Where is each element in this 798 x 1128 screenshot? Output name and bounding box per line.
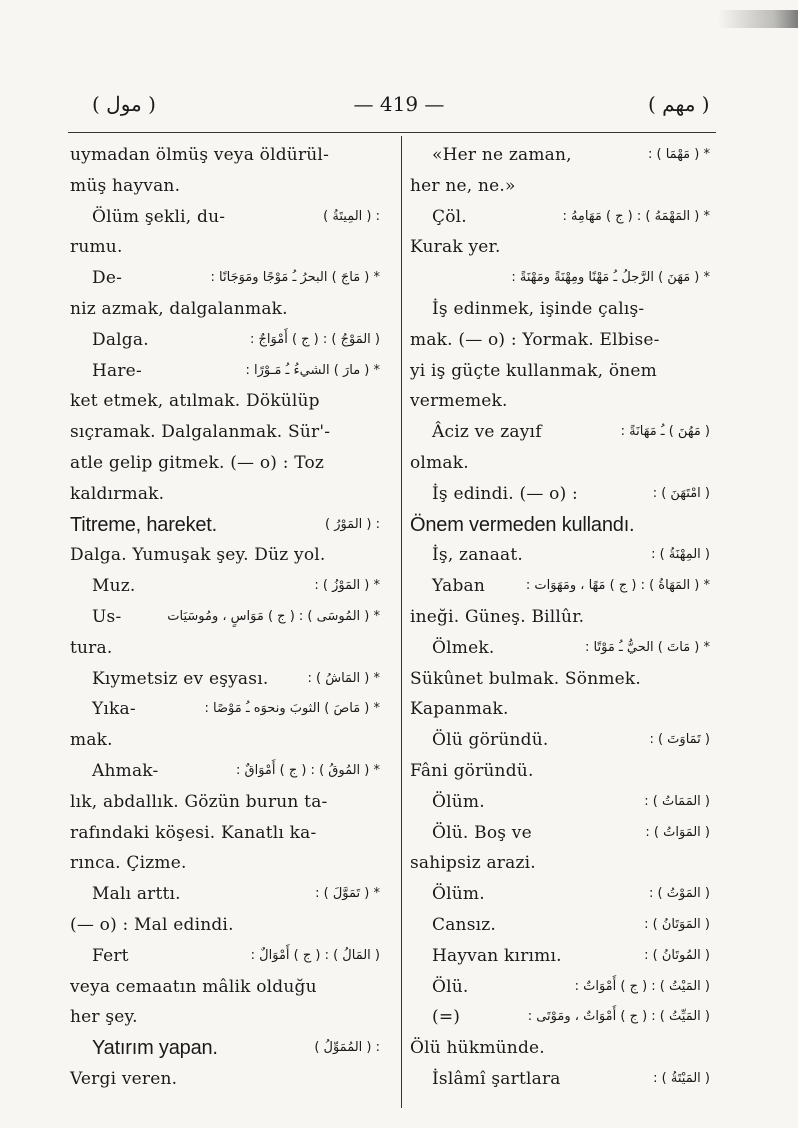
arabic-headword: ( المَمَاتُ ) : [644, 793, 710, 809]
turkish-text: mak. (— o) : Yormak. Elbise- [410, 329, 660, 350]
entry-line [410, 479, 710, 510]
entry-line [410, 910, 710, 941]
entry-line [410, 294, 710, 325]
header-divider [68, 132, 716, 133]
entry-line [410, 1064, 710, 1095]
arabic-headword: ( المَيْتُ ) : ( ج ) أَمْوَاتٌ : [574, 978, 710, 994]
entry-line [70, 972, 380, 1003]
arabic-headword: : ( المَوْرُ ) [324, 516, 380, 532]
entry-line [410, 171, 710, 202]
right-column [410, 140, 710, 1095]
turkish-text: olmak. [410, 452, 469, 473]
entry-line [410, 818, 710, 849]
entry-line [410, 787, 710, 818]
entry-line [70, 910, 380, 941]
entry-line [70, 787, 380, 818]
arabic-headword: ( المَوْجُ ) : ( ج ) أَمْوَاجٌ : [250, 331, 380, 347]
turkish-text: Âciz ve zayıf [432, 422, 542, 443]
arabic-headword: * ( المُوسَى ) : ( ج ) مَوَاسٍ ، ومُوسَيَات [167, 608, 380, 624]
turkish-text: Sükûnet bulmak. Sönmek. [410, 668, 642, 689]
turkish-text: «Her ne zaman, [432, 145, 572, 165]
entry-line [70, 263, 380, 294]
arabic-headword: ( المِهْنَةُ ) : [651, 547, 710, 563]
entry-line [70, 694, 380, 725]
turkish-text: vermemek. [410, 391, 508, 412]
turkish-text: Ölüm. [432, 884, 485, 905]
entry-line [410, 1033, 710, 1064]
entry-line [70, 571, 380, 602]
entry-line [410, 417, 710, 448]
turkish-text: Us- [92, 606, 122, 627]
arabic-headword: ( المَيْتَةُ ) : [653, 1070, 710, 1086]
arabic-headword: * ( مَهَنَ ) الرَّجلُ ـُ مَهْنًا ومِهْنَةً ومَهْنَةً : [511, 270, 710, 286]
turkish-text: Kapanmak. [410, 699, 509, 720]
entry-line [410, 694, 710, 725]
entry-line [410, 263, 710, 294]
entry-line [410, 602, 710, 633]
turkish-text: sahipsiz arazi. [410, 853, 536, 874]
entry-line [70, 540, 380, 571]
turkish-text: lık, abdallık. Gözün burun ta- [70, 791, 328, 812]
turkish-text: Yaban [432, 576, 486, 597]
turkish-text: Dalga. [92, 329, 149, 350]
turkish-text: Dalga. Yumuşak şey. Düz yol. [70, 545, 326, 566]
arabic-headword: * ( مَاصَ ) الثوبَ ونحوَه ـُ مَوْصًا : [204, 701, 380, 717]
turkish-text: Ölüm. [432, 791, 485, 812]
arabic-headword: * ( المَهَاةُ ) : ( ج ) مَهًا ، ومَهَوَات : [525, 578, 710, 594]
arabic-headword: * ( مَاجَ ) البحرُ ـُ مَوْجًا ومَوَجَانًا : [210, 270, 380, 286]
turkish-text: ineği. Güneş. Billûr. [410, 606, 585, 627]
arabic-headword: ( مَهُنَ ) ـُ مَهَانَةً : [620, 424, 710, 440]
arabic-headword: * ( المَهْمَهُ ) : ( ج ) مَهَامِهُ : [562, 208, 710, 224]
arabic-headword: ( المَيِّتُ ) : ( ج ) أَمْوَاتٌ ، ومَوْتَى : [527, 1009, 710, 1025]
turkish-text: (— o) : Mal edindi. [70, 914, 234, 935]
entry-line [70, 756, 380, 787]
turkish-text: Hayvan kırımı. [432, 945, 562, 966]
turkish-text: Yatırım yapan. [92, 1037, 218, 1060]
scan-corner-shadow [718, 10, 798, 28]
turkish-text: her ne, ne.» [410, 175, 516, 196]
entry-line [410, 140, 710, 171]
arabic-headword: ( المُوتَانُ ) : [644, 947, 710, 963]
turkish-text: Önem vermeden kullandı. [410, 513, 635, 536]
turkish-text: (=) [432, 1007, 461, 1028]
turkish-text: Ölmek. [432, 637, 495, 658]
turkish-text: Fâni göründü. [410, 760, 534, 781]
header-right-guide-word: ( مهم ) [648, 92, 710, 116]
arabic-headword: ( امْتَهَنَ ) : [652, 485, 710, 501]
turkish-text: rumu. [70, 237, 123, 258]
entry-line [410, 725, 710, 756]
entry-line [70, 602, 380, 633]
arabic-headword: : ( المُمَوِّلُ ) [314, 1040, 380, 1056]
entry-line [70, 725, 380, 756]
turkish-text: rınca. Çizme. [70, 853, 187, 874]
entry-line [70, 294, 380, 325]
turkish-text: atle gelip gitmek. (— o) : Toz [70, 452, 325, 473]
turkish-text: Ölüm şekli, du- [92, 206, 226, 227]
turkish-text: Ölü göründü. [432, 730, 549, 751]
entry-line [70, 879, 380, 910]
turkish-text: Kurak yer. [410, 237, 501, 258]
entry-line [70, 1033, 380, 1064]
turkish-text: Ahmak- [92, 760, 159, 781]
entry-line [70, 848, 380, 879]
entry-line [410, 202, 710, 233]
entry-line [410, 848, 710, 879]
arabic-headword: * ( المَاشُ ) : [307, 670, 380, 686]
turkish-text: sıçramak. Dalgalanmak. Sür'- [70, 422, 331, 443]
turkish-text: tura. [70, 637, 113, 658]
left-column [70, 140, 380, 1095]
turkish-text: İş edinmek, işinde çalış- [432, 298, 645, 319]
column-divider [401, 136, 402, 1108]
turkish-text: Titreme, hareket. [70, 513, 218, 536]
page-number: — 419 — [353, 92, 445, 116]
entry-line [410, 356, 710, 387]
arabic-headword: ( المَالُ ) : ( ج ) أَمْوَالٌ : [250, 947, 380, 963]
entry-line [70, 202, 380, 233]
turkish-text: İş edindi. (— o) : [432, 483, 578, 504]
entry-line [70, 1002, 380, 1033]
turkish-text: Fert [92, 945, 129, 966]
entry-line [70, 633, 380, 664]
turkish-text: Çöl. [432, 206, 467, 227]
arabic-headword: * ( مَاتَ ) الحيُّ ـُ مَوْتًا : [585, 639, 710, 655]
entry-line [70, 232, 380, 263]
turkish-text: ket etmek, atılmak. Dökülüp [70, 391, 320, 412]
entry-line [410, 972, 710, 1003]
entry-line [410, 571, 710, 602]
entry-line [410, 386, 710, 417]
turkish-text: İş, zanaat. [432, 545, 523, 566]
entry-line [70, 386, 380, 417]
turkish-text: mak. [70, 730, 113, 751]
header-left-guide-word: ( مول ) [92, 92, 156, 116]
turkish-text: İslâmî şartlara [432, 1068, 561, 1089]
entry-line [410, 232, 710, 263]
turkish-text: her şey. [70, 1007, 138, 1028]
arabic-headword: ( المَوَاتُ ) : [645, 824, 710, 840]
entry-line [410, 664, 710, 695]
entry-line [70, 664, 380, 695]
turkish-text: Muz. [92, 576, 136, 597]
arabic-headword: ( المَوَتَانُ ) : [644, 916, 710, 932]
arabic-headword: * ( مَهْمَا ) : [648, 147, 710, 162]
entry-line [70, 140, 380, 171]
turkish-text: yi iş güçte kullanmak, önem [410, 360, 657, 381]
turkish-text: müş hayvan. [70, 175, 181, 196]
turkish-text: Cansız. [432, 914, 497, 935]
entry-line [410, 756, 710, 787]
turkish-text: Ölü. Boş ve [432, 822, 532, 843]
entry-line [70, 818, 380, 849]
arabic-headword: : ( المِيتَةُ ) [323, 208, 380, 224]
turkish-text: Malı arttı. [92, 884, 181, 905]
turkish-text: Yıka- [92, 699, 136, 720]
turkish-text: Ölü hükmünde. [410, 1038, 545, 1059]
entry-line [410, 879, 710, 910]
arabic-headword: ( المَوْتُ ) : [649, 886, 710, 902]
entry-line [70, 510, 380, 541]
turkish-text: Kıymetsiz ev eşyası. [92, 668, 269, 689]
turkish-text: niz azmak, dalgalanmak. [70, 298, 288, 319]
entry-line [70, 417, 380, 448]
arabic-headword: * ( مارَ ) الشيءُ ـُ مَـوْرًا : [245, 362, 380, 378]
turkish-text: Hare- [92, 360, 142, 381]
turkish-text: Vergi veren. [70, 1068, 178, 1089]
entry-line [70, 941, 380, 972]
entry-line [410, 1002, 710, 1033]
entry-line [410, 941, 710, 972]
entry-line [410, 448, 710, 479]
turkish-text: kaldırmak. [70, 483, 165, 504]
entry-line [410, 540, 710, 571]
turkish-text: uymadan ölmüş veya öldürül- [70, 145, 330, 165]
entry-line [70, 479, 380, 510]
entry-line [70, 171, 380, 202]
turkish-text: Ölü. [432, 976, 469, 997]
entry-line [70, 1064, 380, 1095]
entry-line [410, 633, 710, 664]
turkish-text: veya cemaatın mâlik olduğu [70, 976, 317, 997]
entry-line [70, 325, 380, 356]
arabic-headword: * ( المُوقُ ) : ( ج ) أَمْوَاقٌ : [235, 762, 380, 778]
entry-line [70, 448, 380, 479]
arabic-headword: * ( المَوْزُ ) : [314, 578, 380, 594]
turkish-text: De- [92, 268, 123, 289]
arabic-headword: ( تَمَاوَتَ ) : [649, 732, 710, 748]
arabic-headword: * ( تَمَوَّلَ ) : [315, 886, 380, 902]
turkish-text: rafındaki köşesi. Kanatlı ka- [70, 822, 317, 843]
entry-line [70, 356, 380, 387]
entry-line [410, 510, 710, 541]
entry-line [410, 325, 710, 356]
